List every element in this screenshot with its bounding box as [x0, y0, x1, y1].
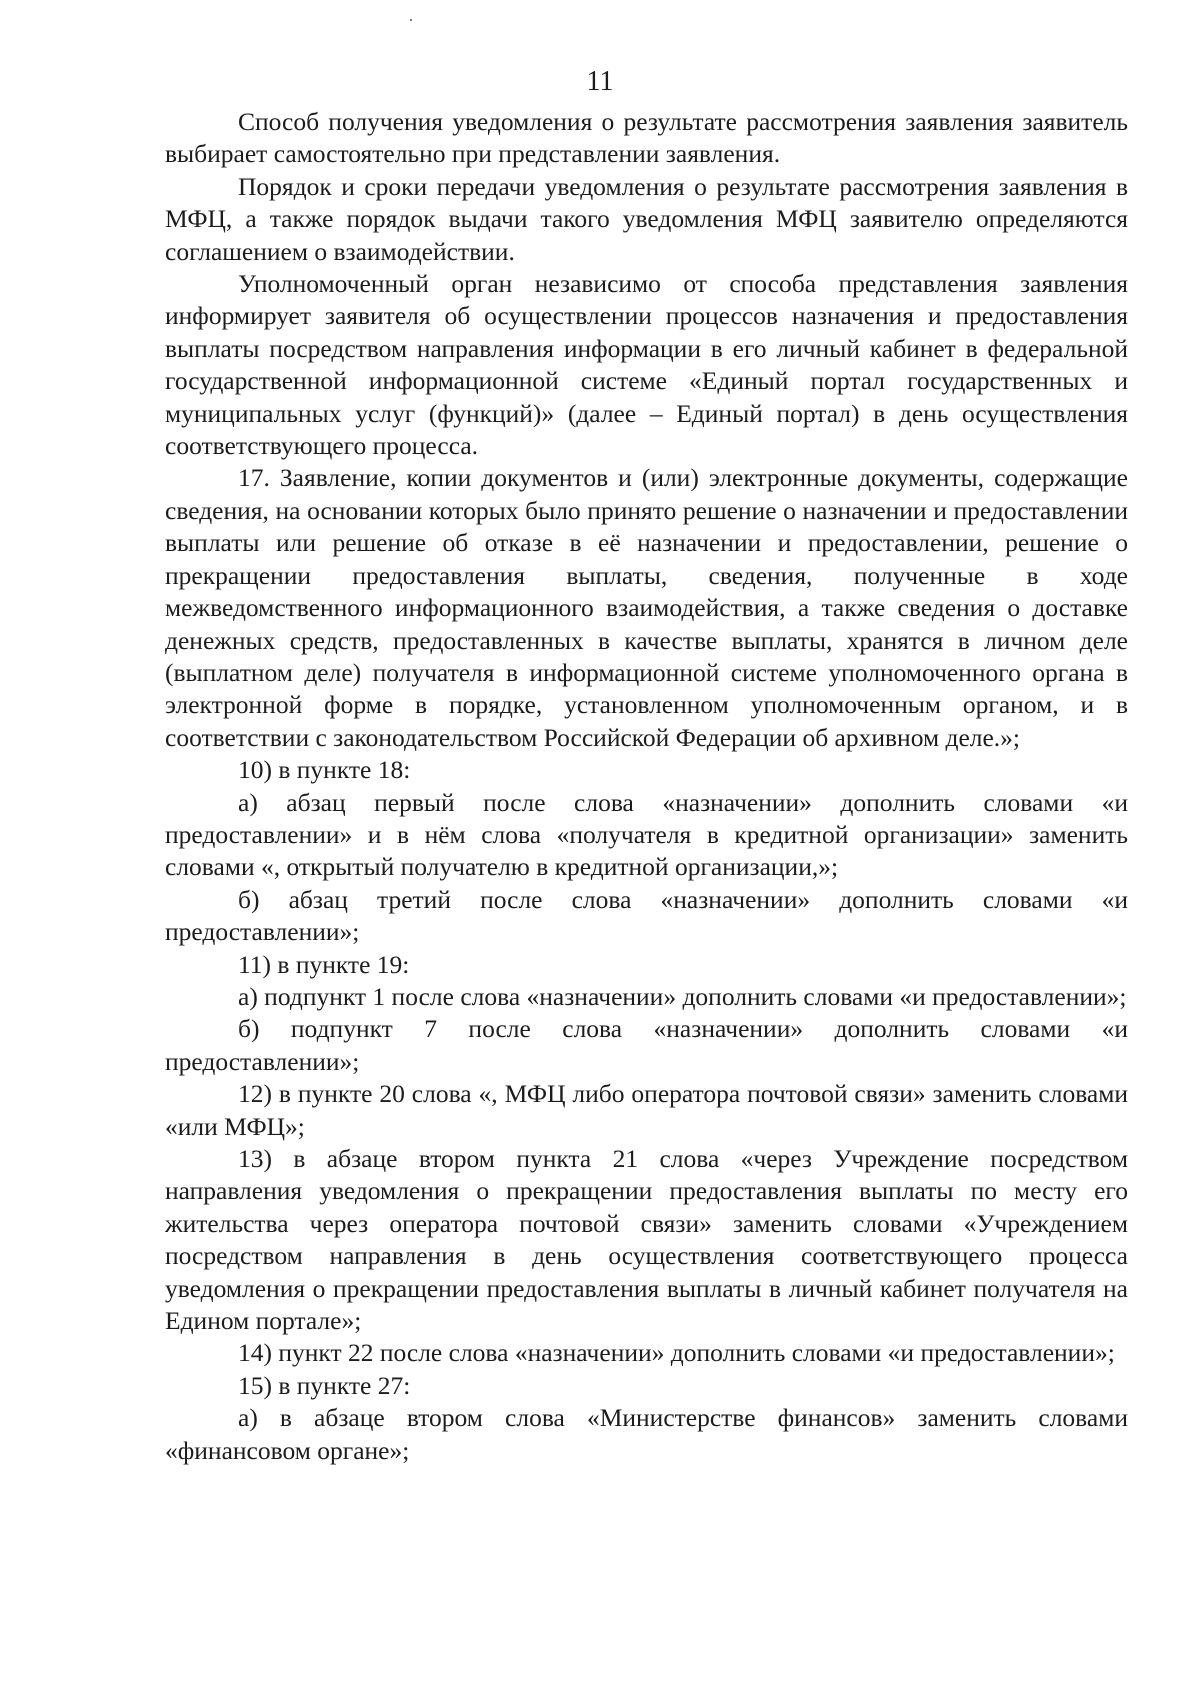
paragraph-amendment-13: 13) в абзаце втором пункта 21 слова «через Учреждение посредством направления уведомления о прекращении предоставления выплаты по месту его жительства через оператора почтовой связи» заменить словами «Учреждением посредством направления в день осуществления соответствующего процесса уведомления о прекращении предоставления выплаты в личный кабинет получателя на Едином портале»; [165, 1144, 1128, 1336]
paragraph-amendment-11b: б) подпункт 7 после слова «назначении» дополнить словами «и предоставлении»; [165, 1014, 1128, 1076]
scan-speck [410, 19, 412, 21]
paragraph-authorized-body-informs: Уполномоченный орган независимо от способа представления заявления информирует заявителя об осуществлении процессов назначения и предоставления выплаты посредством направления информации в его личный кабинет в федеральной государственной информационной системе «Единый портал государственных и муниципальных услуг (функций)» (далее – Единый портал) в день осуществления соответствующего процесса. [165, 269, 1128, 461]
paragraph-amendment-15a: а) в абзаце втором слова «Министерстве финансов» заменить словами «финансовом органе»; [165, 1403, 1128, 1465]
paragraph-amendment-12: 12) в пункте 20 слова «, МФЦ либо оператора почтовой связи» заменить словами «или МФЦ»; [165, 1079, 1128, 1141]
paragraph-amendment-10b: б) абзац третий после слова «назначении» дополнить словами «и предоставлении»; [165, 884, 1128, 947]
paragraph-amendment-11a: а) подпункт 1 после слова «назначении» дополнить словами «и предоставлении»; [238, 981, 1127, 1011]
paragraph-amendment-15: 15) в пункте 27: [238, 1370, 411, 1400]
paragraph-notification-method: Способ получения уведомления о результате рассмотрения заявления заявитель выбирает самостоятельно при представлении заявления. [165, 107, 1128, 169]
paragraph-amendment-11: 11) в пункте 19: [238, 949, 410, 979]
page-number: 11 [586, 66, 614, 97]
paragraph-mfc-transfer-order: Порядок и сроки передачи уведомления о результате рассмотрения заявления в МФЦ, а также порядок выдачи такого уведомления МФЦ заявителю определяются соглашением о взаимодействии. [165, 171, 1128, 266]
paragraph-amendment-14: 14) пункт 22 после слова «назначении» дополнить словами «и предоставлении»; [238, 1338, 1115, 1368]
paragraph-amendment-10a: а) абзац первый после слова «назначении» дополнить словами «и предоставлении» и в нём слова «получателя в кредитной организации» заменить словами «, открытый получателю в кредитной организации,»; [165, 787, 1128, 882]
document-body [165, 106, 1128, 1467]
paragraph-amendment-10: 10) в пункте 18: [238, 755, 411, 785]
paragraph-item-17: 17. Заявление, копии документов и (или) электронные документы, содержащие сведения, на основании которых было принято решение о назначении и предоставлении выплаты или решение об отказе в её назначении и предоставлении, решение о прекращении предоставления выплаты, сведения, полученные в ходе межведомственного информационного взаимодействия, а также сведения о доставке денежных средств, предоставленных в качестве выплаты, хранятся в личном деле (выплатном деле) получателя в информационной системе уполномоченного органа в электронной форме в порядке, установленном уполномоченным органом, и в соответствии с законодательством Российской Федерации об архивном деле.»; [165, 463, 1128, 752]
